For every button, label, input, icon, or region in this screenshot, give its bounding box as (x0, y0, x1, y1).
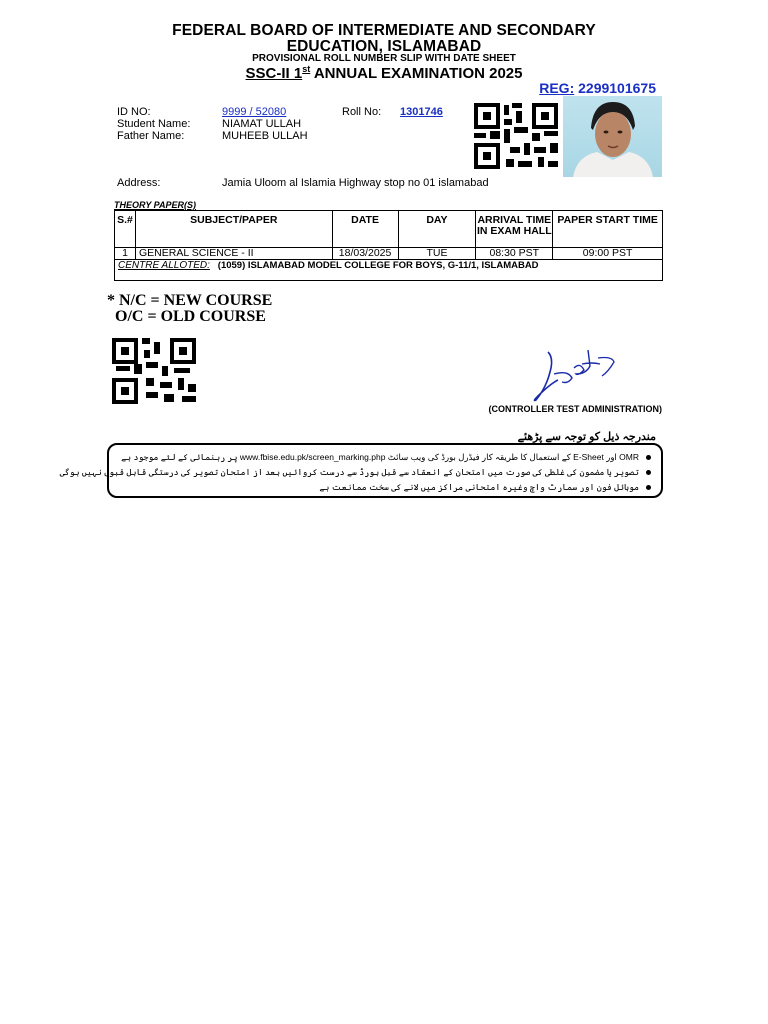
qr-module (490, 131, 500, 139)
qr-finder (112, 338, 138, 364)
qr-module (160, 382, 172, 388)
qr-code-icon (474, 103, 558, 169)
centre-row (115, 260, 663, 281)
qr-module (550, 143, 558, 153)
student-photo-image (563, 96, 662, 177)
instruction-text: OMR اور E-Sheet کے استعمال کا طریقہ کار فیڈرل بورڈ کی ویب سائٹ www.fbise.edu.pk/screen_marking.php پر رہنمائی کے لئے موجود ہے (121, 452, 639, 462)
table-row (115, 248, 663, 260)
list-item (59, 465, 651, 480)
legend-new-course: * N/C = NEW COURSE (107, 292, 273, 309)
qr-module (532, 133, 540, 141)
qr-module (182, 396, 196, 402)
reg-value: 2299101675 (578, 80, 656, 96)
papers-table (114, 210, 663, 281)
list-item (123, 480, 651, 495)
address-value: Jamia Uloom al Islamia Highway stop no 01 islamabad (222, 177, 489, 189)
controller-title: (CONTROLLER TEST ADMINISTRATION) (488, 404, 662, 414)
slip-title: PROVISIONAL ROLL NUMBER SLIP WITH DATE SHEET (252, 53, 516, 64)
centre-cell (115, 260, 663, 281)
id-label: ID NO: (117, 106, 151, 118)
papers-header-row (115, 211, 663, 248)
instructions-heading: مندرجہ ذیل کو توجہ سے پڑھئے (517, 431, 656, 443)
qr-module (538, 157, 544, 167)
instructions-box (59, 443, 663, 498)
roll-value-link[interactable]: 1301746 (400, 106, 443, 118)
address-label: Address: (117, 177, 161, 189)
qr-module (154, 342, 160, 354)
centre-value: (1059) ISLAMABAD MODEL COLLEGE FOR BOYS, G-11/1, ISLAMABAD (217, 260, 539, 271)
list-item (123, 450, 651, 465)
col-start: PAPER START TIME (553, 211, 663, 248)
qr-module (474, 133, 486, 138)
col-date: DATE (332, 211, 398, 248)
qr-module (188, 384, 196, 392)
qr-module (510, 147, 520, 153)
qr-module (174, 368, 190, 373)
father-name-value: MUHEEB ULLAH (222, 130, 308, 142)
father-name-label: Father Name: (117, 130, 185, 142)
qr-finder (532, 103, 558, 129)
cell-sno: 1 (115, 248, 136, 260)
qr-module (146, 378, 154, 386)
col-subject: SUBJECT/PAPER (135, 211, 332, 248)
registration-number (539, 80, 656, 96)
cell-day: TUE (398, 248, 476, 260)
qr-module (516, 111, 522, 123)
board-name-line2: EDUCATION, ISLAMABAD (286, 38, 482, 55)
qr-module (514, 127, 528, 133)
legend-old-course: O/C = OLD COURSE (115, 308, 266, 325)
qr-module (116, 366, 130, 371)
qr-module (504, 105, 509, 115)
col-day: DAY (398, 211, 476, 248)
student-name-label: Student Name: (117, 118, 191, 130)
qr-module (524, 143, 530, 155)
instruction-text: موبائل فون اور سمارٹ واچ وغیرہ امتحانی مراکز میں لانے کی سخت ممانعت ہے (319, 482, 639, 492)
qr-module (544, 131, 558, 136)
board-name (100, 23, 668, 55)
col-sno: S.# (115, 211, 136, 248)
qr-module (144, 350, 150, 358)
exam-title-prefix: SSC-II 1 (245, 65, 303, 82)
bullet-icon (646, 485, 651, 490)
qr-finder (474, 103, 500, 129)
student-photo (563, 96, 662, 177)
qr-module (518, 161, 532, 167)
cell-subject: GENERAL SCIENCE - II (135, 248, 332, 260)
instruction-text: تصویر یا مضمون کی غلطی کی صورت میں امتحان کے انعقاد سے قبل بورڈ سے درست کروائیں بعد از امتحان تصویر کی درستگی قابل قبول نہیں ہوگی (59, 467, 639, 477)
qr-finder (170, 338, 196, 364)
qr-finder (112, 378, 138, 404)
centre-label: CENTRE ALLOTED: (118, 260, 210, 271)
theory-papers-heading: THEORY PAPER(S) (114, 200, 197, 210)
board-name-line1: FEDERAL BOARD OF INTERMEDIATE AND SECONDARY (172, 22, 596, 39)
qr-module (142, 338, 150, 344)
cell-date: 18/03/2025 (332, 248, 398, 260)
qr-module (504, 119, 512, 125)
qr-module (512, 103, 522, 108)
qr-module (534, 147, 546, 153)
bullet-icon (646, 455, 651, 460)
reg-label: REG: (539, 80, 575, 96)
qr-module (162, 366, 168, 376)
qr-code-icon (112, 338, 196, 404)
exam-title-suffix: ANNUAL EXAMINATION 2025 (310, 65, 523, 82)
bullet-icon (646, 470, 651, 475)
roll-label: Roll No: (342, 106, 382, 118)
qr-module (506, 159, 514, 167)
controller-signature (528, 344, 620, 404)
instructions-list (59, 450, 651, 495)
cell-start: 09:00 PST (553, 248, 663, 260)
qr-module (146, 392, 158, 398)
qr-module (178, 378, 184, 390)
student-name-value: NIAMAT ULLAH (222, 118, 302, 130)
exam-title-sup: st (302, 64, 311, 74)
id-value-link[interactable]: 9999 / 52080 (222, 106, 287, 118)
qr-module (548, 161, 558, 167)
qr-finder (474, 143, 500, 169)
qr-module (164, 394, 174, 402)
col-arrival: ARRIVAL TIME IN EXAM HALL (476, 211, 553, 248)
qr-module (146, 362, 158, 368)
qr-module (134, 364, 142, 374)
qr-module (504, 129, 510, 143)
cell-arrival: 08:30 PST (476, 248, 553, 260)
